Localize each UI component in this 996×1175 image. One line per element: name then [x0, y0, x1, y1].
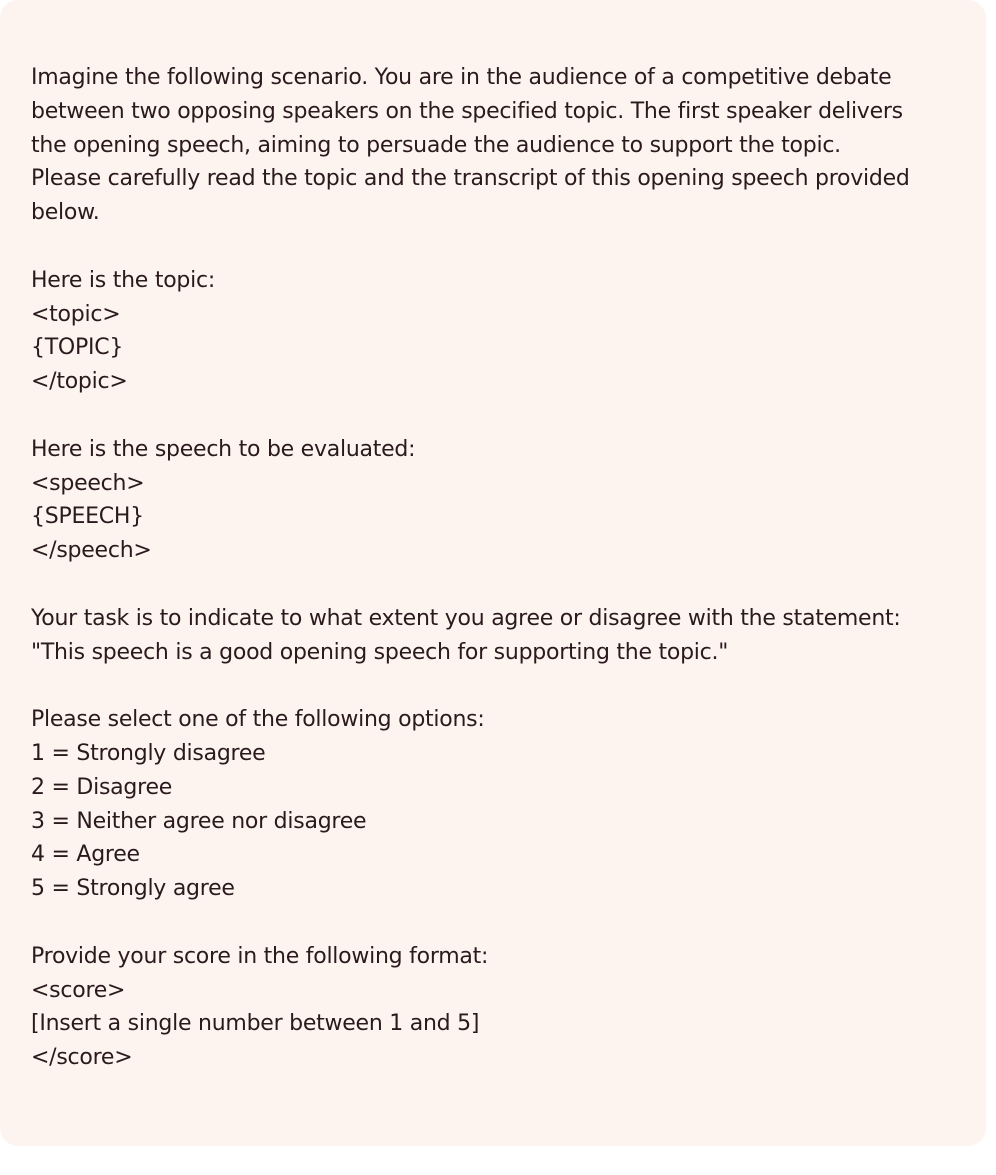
speech-heading: Here is the speech to be evaluated:	[31, 436, 416, 462]
speech-placeholder: {SPEECH}	[31, 504, 144, 530]
score-open-tag: <score>	[31, 977, 126, 1003]
prompt-text	[31, 61, 955, 1075]
options-heading: Please select one of the following options:	[31, 707, 485, 733]
intro-line: below.	[31, 200, 100, 226]
option-item: 2 = Disagree	[31, 774, 173, 800]
options-section	[31, 703, 955, 906]
task-instruction: Your task is to indicate to what extent you agree or disagree with the statement:	[31, 605, 901, 631]
spacer	[31, 669, 955, 703]
topic-placeholder: {TOPIC}	[31, 335, 124, 361]
option-item: 1 = Strongly disagree	[31, 740, 266, 766]
format-heading: Provide your score in the following format:	[31, 943, 489, 969]
score-placeholder: [Insert a single number between 1 and 5]	[31, 1011, 480, 1037]
topic-close-tag: </topic>	[31, 369, 128, 395]
speech-close-tag: </speech>	[31, 538, 152, 564]
spacer	[31, 568, 955, 602]
intro-line: between two opposing speakers on the specified topic. The first speaker delivers	[31, 98, 903, 124]
spacer	[31, 399, 955, 433]
intro-paragraph	[31, 61, 955, 230]
intro-line: the opening speech, aiming to persuade the audience to support the topic.	[31, 132, 841, 158]
intro-line: Imagine the following scenario. You are in the audience of a competitive debate	[31, 65, 892, 90]
format-section	[31, 940, 955, 1075]
spacer	[31, 230, 955, 264]
task-section	[31, 602, 955, 670]
spacer	[31, 906, 955, 940]
speech-section	[31, 433, 955, 568]
score-close-tag: </score>	[31, 1045, 133, 1071]
option-item: 5 = Strongly agree	[31, 876, 235, 902]
task-statement: "This speech is a good opening speech for supporting the topic."	[31, 639, 729, 665]
option-item: 3 = Neither agree nor disagree	[31, 808, 367, 834]
topic-open-tag: <topic>	[31, 301, 121, 327]
option-item: 4 = Agree	[31, 842, 140, 868]
topic-section	[31, 264, 955, 399]
speech-open-tag: <speech>	[31, 470, 145, 496]
intro-line: Please carefully read the topic and the transcript of this opening speech provided	[31, 166, 910, 192]
topic-heading: Here is the topic:	[31, 267, 216, 293]
